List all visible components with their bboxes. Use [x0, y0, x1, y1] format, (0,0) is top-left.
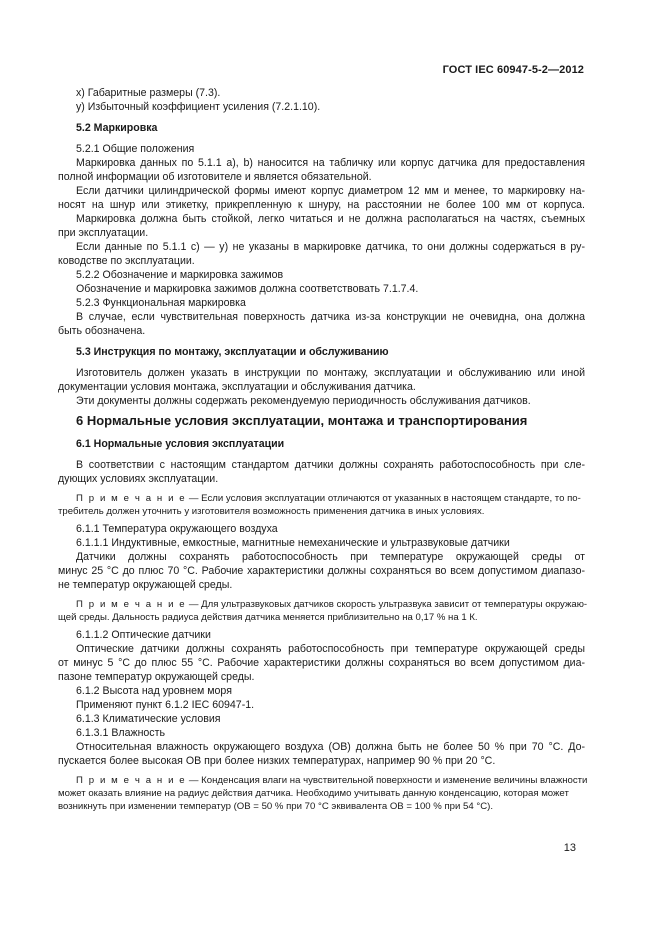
note-line: [76, 598, 588, 611]
paragraph-line: Эти документы должны содержать рекомендуемую периодичность обслуживания датчиков.: [76, 395, 531, 407]
note-line: возникнуть при изменении температур (ОВ = 50 % при 70 °С эквивалента ОВ = 100 % при 54 °С).: [58, 801, 493, 812]
paragraph-line: полной информации об изготовителе и является обязательной.: [58, 171, 372, 183]
paragraph-line: Датчики должны сохранять работоспособность при температуре окружающей среды от: [76, 551, 585, 563]
list-item-x: x) Габаритные размеры (7.3).: [76, 87, 221, 99]
subsection-heading-6-1-1-2: 6.1.1.2 Оптические датчики: [76, 629, 211, 641]
note-label: П р и м е ч а н и е: [76, 599, 187, 610]
note-line: может оказать влияние на радиус действия датчика. Необходимо учитывать данную конденсацию, которая может: [58, 788, 569, 799]
paragraph-line: Маркировка должна быть стойкой, легко читаться и не должна располагаться на частях, съемных: [76, 213, 585, 225]
note-line: [76, 774, 588, 787]
paragraph-line: В соответствии с настоящим стандартом датчики должны сохранять работоспособность при сле-: [76, 459, 585, 471]
subsection-heading-6-1-1: 6.1.1 Температура окружающего воздуха: [76, 523, 278, 535]
paragraph-line: пазоне температур окружающей среды.: [58, 671, 255, 683]
paragraph-line: при эксплуатации.: [58, 227, 149, 239]
paragraph-line: быть обозначена.: [58, 325, 146, 337]
paragraph-line: Обозначение и маркировка зажимов должна соответствовать 7.1.7.4.: [76, 283, 419, 295]
note-line: щей среды. Дальность радиуса действия датчика меняется приблизительно на 0,17 % на 1 К.: [58, 612, 478, 623]
subsection-heading-5-2-1: 5.2.1 Общие положения: [76, 143, 195, 155]
paragraph-line: Если данные по 5.1.1 с) — у) не указаны в маркировке датчика, то они должны содержаться в ру-: [76, 241, 585, 253]
paragraph-line: пускается более высокая ОВ при более низких температурах, например 90 % при 20 °С.: [58, 755, 496, 767]
standard-header: ГОСТ IEC 60947-5-2—2012: [442, 64, 584, 76]
paragraph-line: Применяют пункт 6.1.2 IEC 60947-1.: [76, 699, 255, 711]
subsection-heading-6-1-3: 6.1.3 Климатические условия: [76, 713, 221, 725]
subsection-heading-5-2-3: 5.2.3 Функциональная маркировка: [76, 297, 246, 309]
paragraph-line: Относительная влажность окружающего воздуха (ОВ) должна быть не более 50 % при 70 °С. До-: [76, 741, 585, 753]
page-number: 13: [563, 842, 576, 854]
paragraph-line: носят на шнур или этикетку, прикрепленную к шнуру, на расстоянии не более 100 мм от корпуса.: [58, 199, 585, 211]
note-line: [76, 492, 585, 505]
paragraph-line: Если датчики цилиндрической формы имеют корпус диаметром 12 мм и менее, то маркировку на-: [76, 185, 585, 197]
chapter-heading-6: 6 Нормальные условия эксплуатации, монтажа и транспортирования: [76, 413, 528, 428]
section-heading-5-2: 5.2 Маркировка: [76, 122, 158, 134]
subsection-heading-6-1-2: 6.1.2 Высота над уровнем моря: [76, 685, 232, 697]
section-heading-6-1: 6.1 Нормальные условия эксплуатации: [76, 438, 285, 450]
paragraph-line: от минус 5 °С до плюс 55 °С. Рабочие характеристики должны сохраняться во всем допустимом диа-: [58, 657, 585, 669]
subsection-heading-5-2-2: 5.2.2 Обозначение и маркировка зажимов: [76, 269, 284, 281]
paragraph-line: документации условия монтажа, эксплуатации и обслуживания датчика.: [58, 381, 416, 393]
paragraph-line: Оптические датчики должны сохранять работоспособность при температуре окружающей среды: [76, 643, 585, 655]
paragraph-line: минус 25 °С до плюс 70 °С. Рабочие характеристики должны сохраняться во всем допустимом диапазо-: [58, 565, 585, 577]
paragraph-line: дующих условиях эксплуатации.: [58, 473, 219, 485]
note-text: — Если условия эксплуатации отличаются от указанных в настоящем стандарте, то по-: [186, 493, 581, 504]
section-heading-5-3: 5.3 Инструкция по монтажу, эксплуатации и обслуживанию: [76, 346, 389, 358]
paragraph-line: не температур окружающей среды.: [58, 579, 233, 591]
paragraph-line: ководстве по эксплуатации.: [58, 255, 195, 267]
note-label: П р и м е ч а н и е: [76, 493, 187, 504]
subsection-heading-6-1-3-1: 6.1.3.1 Влажность: [76, 727, 165, 739]
note-text: — Конденсация влаги на чувствительной поверхности и изменение величины влажности: [186, 775, 588, 786]
list-item-y: у) Избыточный коэффициент усиления (7.2.1.10).: [76, 101, 321, 113]
note-text: — Для ультразвуковых датчиков скорость ультразвука зависит от температуры окружаю-: [186, 599, 588, 610]
note-label: П р и м е ч а н и е: [76, 775, 187, 786]
paragraph-line: Маркировка данных по 5.1.1 а), b) наносится на табличку или корпус датчика для предоставления: [76, 157, 585, 169]
paragraph-line: Изготовитель должен указать в инструкции по монтажу, эксплуатации и обслуживанию или иной: [76, 367, 585, 379]
paragraph-line: В случае, если чувствительная поверхность датчика из-за конструкции не очевидна, она должна: [76, 311, 585, 323]
subsection-heading-6-1-1-1: 6.1.1.1 Индуктивные, емкостные, магнитные немеханические и ультразвуковые датчики: [76, 537, 510, 549]
note-line: требитель должен уточнить у изготовителя возможность применения датчика в иных условиях.: [58, 506, 485, 517]
